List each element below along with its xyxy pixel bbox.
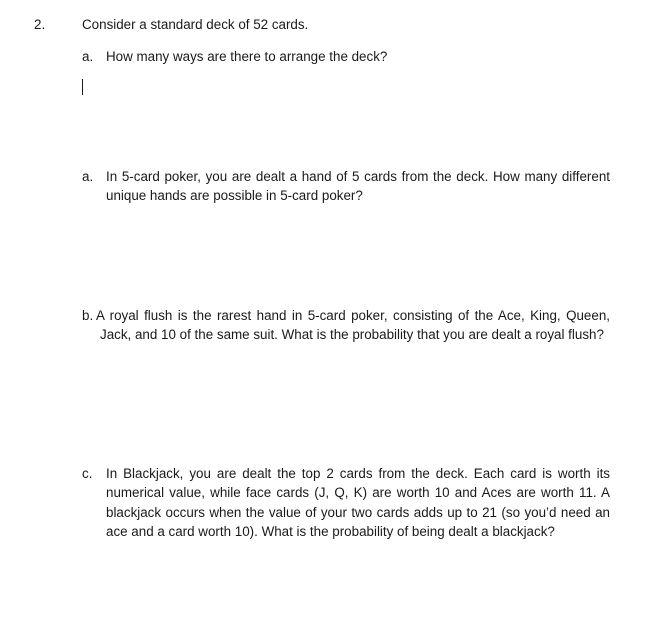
part-b-royal-flush xyxy=(82,306,610,345)
part-text: A royal flush is the rarest hand in 5-card poker, consisting of the Ace, King, Queen, Jack, and 10 of the same suit. What is the probability that you are dealt a royal flush? xyxy=(96,308,610,343)
part-marker: a. xyxy=(82,49,94,64)
question-number: 2. xyxy=(34,17,46,32)
part-text: In Blackjack, you are dealt the top 2 cards from the deck. Each card is worth its numerical value, while face cards (J, Q, K) are worth 10 and Aces are worth 11. A blackjack occurs when the value of your two cards adds up to 21 (so you’d need an ace and a card worth 10). What is the probability of being dealt a blackjack? xyxy=(106,466,610,539)
part-marker: a. xyxy=(82,169,94,184)
part-marker: b. xyxy=(82,308,94,323)
question-stem: Consider a standard deck of 52 cards. xyxy=(82,17,309,32)
text-cursor[interactable] xyxy=(82,79,83,95)
part-text: How many ways are there to arrange the deck? xyxy=(106,49,388,64)
part-c-blackjack xyxy=(82,464,610,541)
part-marker: c. xyxy=(82,466,93,481)
part-a-arrange-deck xyxy=(82,47,610,66)
part-text: In 5-card poker, you are dealt a hand of 5 cards from the deck. How many different unique hands are possible in 5-card poker? xyxy=(106,169,610,204)
part-a-poker-hands xyxy=(82,167,610,206)
